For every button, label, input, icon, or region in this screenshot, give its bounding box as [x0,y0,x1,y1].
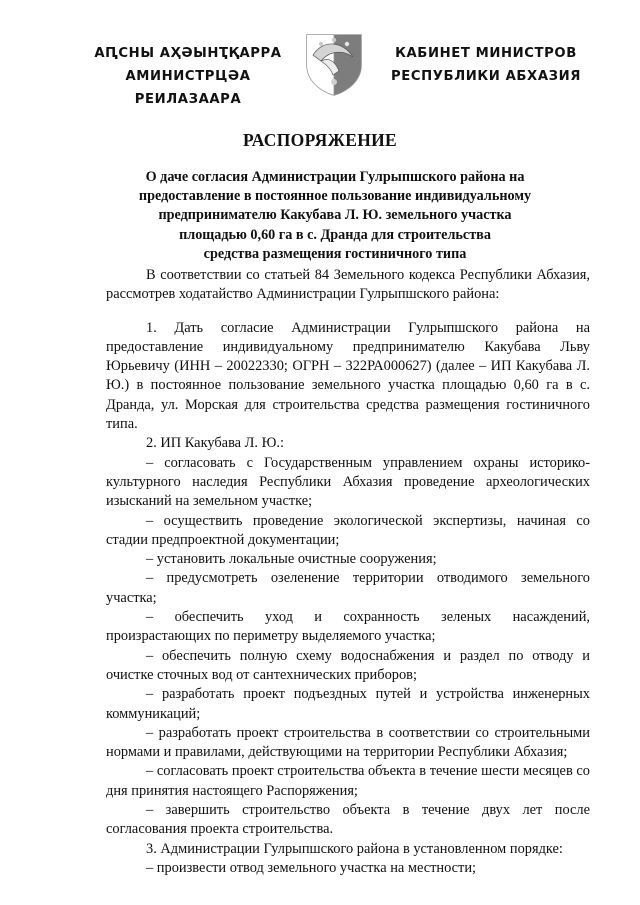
subject-line: средства размещения гостиничного типа [203,245,467,262]
header-right-line-1: КАБИНЕТ МИНИСТРОВ [395,46,577,61]
document-title: РАСПОРЯЖЕНИЕ [242,130,397,150]
header-left-line-1: АԤСНЫ АҲӘЫНҬҚАРРА [94,46,282,61]
item-2-subitem: – осуществить проведение экологической экспертизы, начиная со стадии предпроектной документации; [106,512,590,548]
preamble-paragraph: В соответствии со статьей 84 Земельного кодекса Республики Абхазия, рассмотрев ходатайство Администрации Гулрыпшского района: [106,267,590,303]
header-abkhaz-name [78,42,298,111]
header-russian-name [386,42,586,88]
document-body [106,266,590,878]
item-3-paragraph: 3. Администрации Гулрыпшского района в установленном порядке: [146,840,563,857]
coat-of-arms-icon [301,31,367,97]
document-header [0,0,640,107]
item-2-subitem: – завершить строительство объекта в течение двух лет после согласования проекта строительства. [106,802,590,838]
subject-line: предпринимателю Какубава Л. Ю. земельного участка [158,207,512,224]
header-left-line-2: АМИНИСТРЦӘА РЕИЛАЗААРА [125,69,251,107]
item-2-subitem: – установить локальные очистные сооружения; [146,551,437,568]
item-2-subitem: – предусмотреть озеленение территории отводимого земельного участка; [106,570,590,606]
subject-line: предоставление в постоянное пользование индивидуальному [138,188,532,205]
document-subject [100,168,570,264]
item-2-subitem: – согласовать с Государственным управлением охраны историко-культурного наследия Республики Абхазия проведение археологических изысканий на земельном участке; [106,454,590,510]
header-right-line-2: РЕСПУБЛИКИ АБХАЗИЯ [391,69,581,84]
item-1-paragraph: 1. Дать согласие Администрации Гулрыпшского района на предоставление индивидуальному предпринимателю Какубава Льву Юрьевичу (ИНН – 20022330; ОГРН – 322РА000627) (далее – ИП Какубава Л. Ю.) в постоянное пользование земельного участка площадью 0,60 га в с. Дранда, ул. Морская для строительства средства размещения гостиничного типа. [106,319,590,433]
item-2-subitem: – разработать проект подъездных путей и устройства инженерных коммуникаций; [106,686,590,722]
item-2-subitem: – обеспечить полную схему водоснабжения и раздел по отводу и очистке сточных вод от сантехнических приборов; [106,647,590,683]
item-2-subitem: – согласовать проект строительства объекта в течение шести месяцев со дня принятия настоящего Распоряжения; [106,763,590,799]
item-2-paragraph: 2. ИП Какубава Л. Ю.: [146,435,285,452]
subject-line: площадью 0,60 га в с. Дранда для строительства [179,226,491,243]
item-2-subitem: – обеспечить уход и сохранность зеленых насаждений, произрастающих по периметру выделяемого участка; [106,609,590,645]
subject-line: О даче согласия Администрации Гулрыпшского района на [145,169,525,185]
item-3-subitem: – произвести отвод земельного участка на местности; [146,859,477,876]
item-2-subitem: – разработать проект строительства в соответствии со строительными нормами и правилами, действующими на территории Республики Абхазия; [106,724,590,761]
